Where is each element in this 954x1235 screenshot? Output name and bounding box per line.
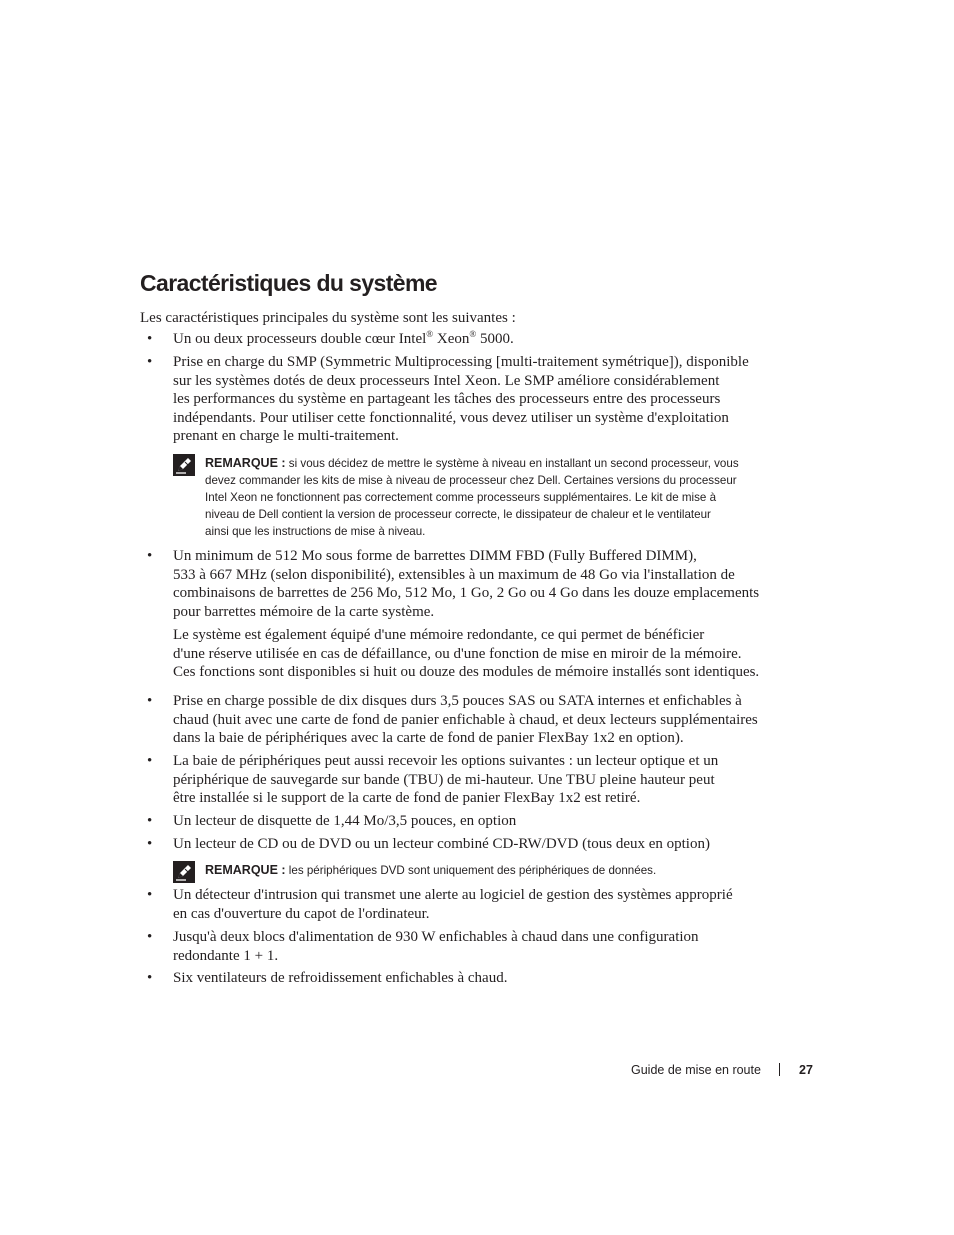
item-text: Un ou deux processeurs double cœur Intel® Xeon® 5000.	[173, 329, 514, 347]
item-line: Un lecteur de CD ou de DVD ou un lecteur combiné CD-RW/DVD (tous deux en option)	[173, 836, 710, 852]
note-line: ainsi que les instructions de mise à niveau.	[205, 525, 426, 538]
item-line: être installée si le support de la carte de fond de panier FlexBay 1x2 est retiré.	[173, 790, 641, 807]
bullet: •	[147, 548, 153, 564]
item-line: Un détecteur d'intrusion qui transmet une alerte au logiciel de gestion des systèmes approprié	[173, 887, 733, 903]
page-number: 27	[799, 1063, 813, 1077]
item-line: sur les systèmes dotés de deux processeurs Intel Xeon. Le SMP améliore considérablement	[173, 372, 720, 389]
note-box	[173, 862, 793, 879]
bullet: •	[147, 929, 153, 945]
item-line: dans la baie de périphériques avec la carte de fond de panier FlexBay 1x2 en option).	[173, 730, 684, 747]
bullet: •	[147, 354, 153, 370]
list-item	[147, 329, 793, 349]
list-item	[147, 886, 793, 923]
bullet: •	[147, 693, 153, 709]
bullet: •	[147, 887, 153, 903]
note-label: REMARQUE :	[205, 863, 286, 877]
list-item	[147, 692, 793, 748]
list-item	[147, 353, 793, 446]
item-line: prenant en charge le multi-traitement.	[173, 428, 399, 445]
item-line: Un minimum de 512 Mo sous forme de barrettes DIMM FBD (Fully Buffered DIMM),	[173, 548, 697, 564]
item-line: Six ventilateurs de refroidissement enfichables à chaud.	[173, 970, 508, 986]
item-line: indépendants. Pour utiliser cette fonctionnalité, vous devez utiliser un système d'exploitation	[173, 409, 729, 426]
bullet: •	[147, 813, 153, 829]
registered-mark: ®	[426, 329, 434, 339]
bullet: •	[147, 331, 153, 347]
item-line: Jusqu'à deux blocs d'alimentation de 930 W enfichables à chaud dans une configuration	[173, 929, 699, 945]
item-line: d'une réserve utilisée en cas de défaillance, ou d'une fonction de mise en miroir de la mémoire.	[173, 645, 742, 662]
bullet: •	[147, 970, 153, 986]
note-box	[173, 455, 793, 540]
item-line: Ces fonctions sont disponibles si huit ou douze des modules de mémoire installés sont identiques.	[173, 664, 760, 681]
item-line: Un lecteur de disquette de 1,44 Mo/3,5 pouces, en option	[173, 813, 517, 829]
list-item	[147, 928, 793, 965]
item-line: en cas d'ouverture du capot de l'ordinateur.	[173, 905, 430, 922]
pencil-note-icon	[173, 454, 195, 476]
item-line: Prise en charge du SMP (Symmetric Multiprocessing [multi-traitement symétrique]), disponible	[173, 354, 749, 370]
note-line: niveau de Dell contient la version de processeur correcte, le dissipateur de chaleur et le ventilateur	[205, 508, 711, 521]
item-line: les performances du système en partageant les tâches des processeurs entre des processeurs	[173, 391, 721, 408]
footer-guide-title: Guide de mise en route	[631, 1063, 761, 1077]
footer-divider	[779, 1063, 780, 1076]
item-line: combinaisons de barrettes de 256 Mo, 512 Mo, 1 Go, 2 Go ou 4 Go dans les douze emplacements	[173, 585, 760, 602]
list-item	[147, 969, 793, 988]
intro-text: Les caractéristiques principales du système sont les suivantes :	[140, 310, 516, 326]
note-label: REMARQUE :	[205, 456, 286, 470]
item-line: La baie de périphériques peut aussi recevoir les options suivantes : un lecteur optique et un	[173, 753, 719, 769]
list-item	[147, 547, 793, 621]
pencil-note-icon	[173, 861, 195, 883]
note-line: Intel Xeon ne fonctionnent pas correctement comme processeurs supplémentaires. Le kit de mise à	[205, 491, 717, 504]
note-line: REMARQUE : les périphériques DVD sont uniquement des périphériques de données.	[205, 863, 657, 877]
item-line: périphérique de sauvegarde sur bande (TBU) de mi-hauteur. Une TBU pleine hauteur peut	[173, 771, 715, 788]
list-item	[147, 752, 793, 808]
item-line: Le système est également équipé d'une mémoire redondante, ce qui permet de bénéficier	[173, 627, 705, 643]
bullet: •	[147, 836, 153, 852]
list-item	[147, 835, 793, 854]
registered-mark: ®	[469, 329, 477, 339]
page-footer	[631, 1062, 813, 1078]
note-line: REMARQUE : si vous décidez de mettre le système à niveau en installant un second processeur, vous	[205, 456, 739, 470]
item-line: 533 à 667 MHz (selon disponibilité), extensibles à un maximum de 48 Go via l'installation de	[173, 566, 735, 583]
note-line: devez commander les kits de mise à niveau de processeur chez Dell. Certaines versions du processeur	[205, 474, 737, 487]
item-line: chaud (huit avec une carte de fond de panier enfichable à chaud, et deux lecteurs supplémentaires	[173, 711, 758, 728]
item-line: pour barrettes mémoire de la carte système.	[173, 603, 435, 620]
bullet: •	[147, 753, 153, 769]
item-line: redondante 1 + 1.	[173, 947, 279, 964]
list-item	[147, 812, 793, 831]
item-paragraph	[173, 626, 793, 682]
page-title: Caractéristiques du système	[140, 270, 437, 296]
item-line: Prise en charge possible de dix disques durs 3,5 pouces SAS ou SATA internes et enfichables à	[173, 693, 742, 709]
